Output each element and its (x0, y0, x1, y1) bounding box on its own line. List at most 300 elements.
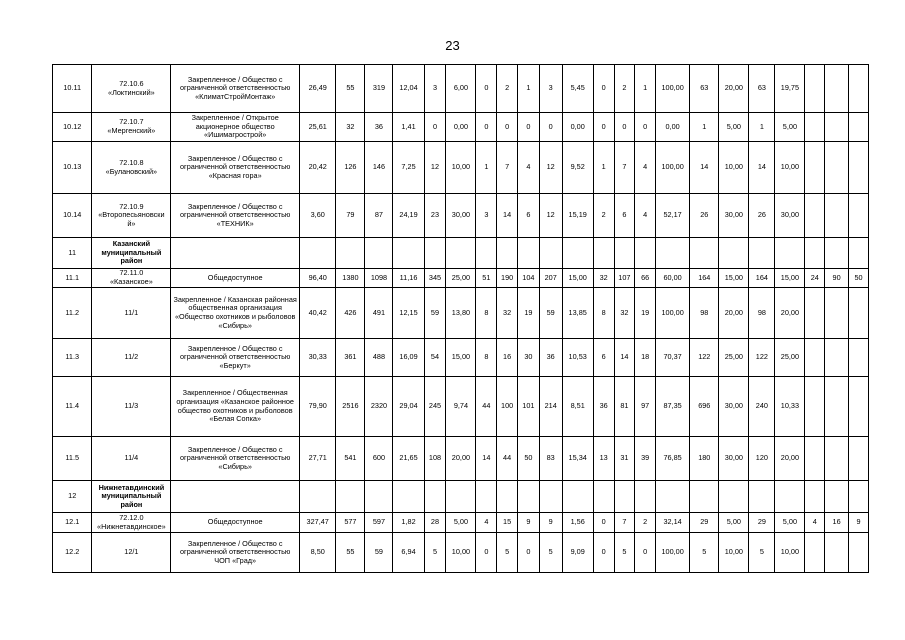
table-row (53, 65, 869, 113)
table-cell: 25,00 (446, 269, 476, 288)
table-cell: Закрепленное / Общественная организация «Казанское районное общество охотников и рыболовов «Белая Сопка» (171, 377, 300, 437)
table-cell: 12 (539, 142, 562, 194)
table-cell (393, 238, 424, 269)
table-cell: 50 (517, 437, 539, 481)
table-cell (336, 481, 365, 513)
table-cell: 327,47 (300, 513, 336, 533)
table-cell (849, 238, 869, 269)
table-cell: 9,09 (562, 533, 593, 573)
table-cell: 214 (539, 377, 562, 437)
table-cell: 14 (690, 142, 719, 194)
table-cell: 15 (497, 513, 518, 533)
table-cell (805, 65, 825, 113)
table-cell: 2 (635, 513, 656, 533)
table-cell (849, 437, 869, 481)
table-cell: 72.10.6 «Локтинский» (92, 65, 171, 113)
table-cell: 15,34 (562, 437, 593, 481)
table-cell: 11.4 (53, 377, 92, 437)
table-cell: 30,00 (775, 194, 805, 238)
table-cell: 2 (593, 194, 614, 238)
table-cell (593, 481, 614, 513)
table-cell (849, 288, 869, 339)
table-cell (719, 481, 749, 513)
table-cell: 30,33 (300, 339, 336, 377)
table-cell: 44 (476, 377, 497, 437)
table-cell: 696 (690, 377, 719, 437)
table-cell (539, 481, 562, 513)
table-cell (446, 481, 476, 513)
table-cell: Закрепленное / Казанская районная общественная организация «Общество охотников и рыболовов «Сибирь» (171, 288, 300, 339)
table-cell (424, 481, 446, 513)
table-cell: 597 (365, 513, 393, 533)
table-cell: 10.14 (53, 194, 92, 238)
table-cell: 1,56 (562, 513, 593, 533)
table-cell: 23 (424, 194, 446, 238)
table-cell: 60,00 (656, 269, 690, 288)
table-row (53, 269, 869, 288)
table-cell: 541 (336, 437, 365, 481)
table-cell: 11,16 (393, 269, 424, 288)
table-cell: 24,19 (393, 194, 424, 238)
table-row (53, 142, 869, 194)
table-cell (849, 142, 869, 194)
table-cell (336, 238, 365, 269)
table-cell: 16,09 (393, 339, 424, 377)
table-cell: 426 (336, 288, 365, 339)
table-cell: 345 (424, 269, 446, 288)
table-cell: 32 (593, 269, 614, 288)
table-cell: 5,00 (775, 113, 805, 142)
table-cell (614, 238, 635, 269)
table-cell: 30 (517, 339, 539, 377)
table-cell: 30,00 (446, 194, 476, 238)
table-cell: 66 (635, 269, 656, 288)
table-cell: 1,82 (393, 513, 424, 533)
table-cell: 10,00 (719, 533, 749, 573)
table-cell: 63 (690, 65, 719, 113)
table-cell: 98 (749, 288, 775, 339)
table-cell: Общедоступное (171, 513, 300, 533)
table-cell: 13,85 (562, 288, 593, 339)
table-cell: 9,52 (562, 142, 593, 194)
table-cell: 11/4 (92, 437, 171, 481)
table-cell (775, 238, 805, 269)
table-cell: 20,00 (775, 288, 805, 339)
district-header-row (53, 481, 869, 513)
table-cell (690, 481, 719, 513)
table-cell: 9 (517, 513, 539, 533)
table-cell: 6,94 (393, 533, 424, 573)
table-cell (825, 533, 849, 573)
table-cell: 6 (614, 194, 635, 238)
table-cell: 0 (517, 113, 539, 142)
table-cell (171, 481, 300, 513)
table-cell: 488 (365, 339, 393, 377)
table-cell: 31 (614, 437, 635, 481)
table-cell: 10,00 (775, 142, 805, 194)
table-cell: 11/2 (92, 339, 171, 377)
table-cell: 10,00 (775, 533, 805, 573)
table-cell: 72.10.9 «Второпесьяновски й» (92, 194, 171, 238)
table-cell: 24 (805, 269, 825, 288)
table-cell (749, 238, 775, 269)
table-cell: 25,00 (775, 339, 805, 377)
table-cell: 10,00 (446, 142, 476, 194)
table-cell: 11/3 (92, 377, 171, 437)
table-cell: 11/1 (92, 288, 171, 339)
table-cell (805, 533, 825, 573)
table-cell: Нижнетавдинский муниципальный район (92, 481, 171, 513)
table-cell: 3 (539, 65, 562, 113)
table-cell: 108 (424, 437, 446, 481)
table-cell: 10,00 (719, 142, 749, 194)
table-cell: 25,61 (300, 113, 336, 142)
table-cell: 12,04 (393, 65, 424, 113)
table-cell: 164 (749, 269, 775, 288)
table-cell: 25,00 (719, 339, 749, 377)
table-cell: 12,15 (393, 288, 424, 339)
data-table (52, 64, 869, 573)
table-cell (805, 339, 825, 377)
table-cell: 27,71 (300, 437, 336, 481)
table-cell: 36 (365, 113, 393, 142)
table-cell (365, 238, 393, 269)
table-cell: 79 (336, 194, 365, 238)
table-cell (614, 481, 635, 513)
table-cell: 59 (539, 288, 562, 339)
table-cell: Закрепленное / Общество с ограниченной ответственностью «КлиматСтройМонтаж» (171, 65, 300, 113)
table-cell: 4 (517, 142, 539, 194)
table-cell: 12 (424, 142, 446, 194)
table-cell (300, 238, 336, 269)
page-number: 23 (445, 38, 460, 53)
table-cell: 52,17 (656, 194, 690, 238)
table-cell: 11.5 (53, 437, 92, 481)
table-cell: 122 (690, 339, 719, 377)
table-cell: 36 (539, 339, 562, 377)
table-cell: 20,00 (719, 65, 749, 113)
table-cell (690, 238, 719, 269)
table-cell: 107 (614, 269, 635, 288)
table-cell: 18 (635, 339, 656, 377)
table-cell: 16 (497, 339, 518, 377)
table-cell: 207 (539, 269, 562, 288)
table-cell: 6 (593, 339, 614, 377)
table-cell (825, 288, 849, 339)
table-cell: 63 (749, 65, 775, 113)
table-cell: 1 (476, 142, 497, 194)
table-cell: 180 (690, 437, 719, 481)
table-cell (424, 238, 446, 269)
table-cell: 55 (336, 65, 365, 113)
table-cell: 2320 (365, 377, 393, 437)
table-body (53, 65, 869, 573)
table-cell: 29,04 (393, 377, 424, 437)
table-cell (849, 65, 869, 113)
table-cell (562, 481, 593, 513)
table-cell: 36 (593, 377, 614, 437)
table-cell: 5 (614, 533, 635, 573)
table-cell (656, 238, 690, 269)
table-cell: 10.12 (53, 113, 92, 142)
table-cell: 29 (749, 513, 775, 533)
table-cell: Закрепленное / Общество с ограниченной ответственностью «ТЕХНИК» (171, 194, 300, 238)
table-cell: 30,00 (719, 194, 749, 238)
table-cell (825, 65, 849, 113)
table-cell (805, 194, 825, 238)
table-cell: 8 (476, 288, 497, 339)
table-cell: 20,00 (719, 288, 749, 339)
table-cell: 3,60 (300, 194, 336, 238)
table-cell (849, 113, 869, 142)
table-cell (825, 113, 849, 142)
table-cell (446, 238, 476, 269)
table-cell: 1098 (365, 269, 393, 288)
table-cell (656, 481, 690, 513)
table-cell (849, 339, 869, 377)
table-cell: 5 (497, 533, 518, 573)
table-cell: 76,85 (656, 437, 690, 481)
table-cell: 1 (593, 142, 614, 194)
table-cell: 39 (635, 437, 656, 481)
table-cell: 0 (614, 113, 635, 142)
table-cell (805, 481, 825, 513)
table-cell: Закрепленное / Открытое акционерное общество «Ишимагрострой» (171, 113, 300, 142)
table-cell (775, 481, 805, 513)
table-cell (825, 194, 849, 238)
table-cell: 5,00 (719, 513, 749, 533)
table-cell: 1 (690, 113, 719, 142)
table-cell (497, 238, 518, 269)
table-cell: 20,42 (300, 142, 336, 194)
table-cell: 28 (424, 513, 446, 533)
table-cell: 120 (749, 437, 775, 481)
table-cell: 14 (749, 142, 775, 194)
table-cell: 12 (53, 481, 92, 513)
table-cell (300, 481, 336, 513)
table-cell (825, 377, 849, 437)
table-cell: 14 (497, 194, 518, 238)
table-cell (849, 194, 869, 238)
table-cell (825, 238, 849, 269)
table-cell: 15,00 (446, 339, 476, 377)
table-cell: 0 (593, 533, 614, 573)
table-cell: 59 (424, 288, 446, 339)
table-cell (635, 238, 656, 269)
table-cell: 10,00 (446, 533, 476, 573)
table-cell: 6,00 (446, 65, 476, 113)
table-cell: 104 (517, 269, 539, 288)
table-cell: 0 (476, 533, 497, 573)
table-cell: 0 (635, 533, 656, 573)
table-cell: 12.2 (53, 533, 92, 573)
table-cell: 164 (690, 269, 719, 288)
table-cell: 44 (497, 437, 518, 481)
table-cell (719, 238, 749, 269)
table-cell (517, 481, 539, 513)
table-cell: 9 (539, 513, 562, 533)
table-cell: 126 (336, 142, 365, 194)
table-cell: 12/1 (92, 533, 171, 573)
table-cell: Закрепленное / Общество с ограниченной ответственностью «Сибирь» (171, 437, 300, 481)
table-cell: 6 (517, 194, 539, 238)
table-cell: 79,90 (300, 377, 336, 437)
table-cell (393, 481, 424, 513)
table-cell: 8 (593, 288, 614, 339)
table-cell: 100 (497, 377, 518, 437)
table-cell (749, 481, 775, 513)
table-cell: 19 (517, 288, 539, 339)
table-cell: 491 (365, 288, 393, 339)
table-cell: 7 (497, 142, 518, 194)
table-cell: 14 (476, 437, 497, 481)
table-cell: 5 (539, 533, 562, 573)
table-cell: 50 (849, 269, 869, 288)
table-cell: 5 (749, 533, 775, 573)
table-cell: 12.1 (53, 513, 92, 533)
table-cell: 90 (825, 269, 849, 288)
table-cell: 30,00 (719, 377, 749, 437)
table-cell: 9,74 (446, 377, 476, 437)
table-cell: 122 (749, 339, 775, 377)
table-cell (825, 437, 849, 481)
table-cell: 0 (539, 113, 562, 142)
table-cell: 5 (690, 533, 719, 573)
table-cell: 83 (539, 437, 562, 481)
table-cell: 1 (635, 65, 656, 113)
table-cell: 0 (593, 513, 614, 533)
table-cell: 40,42 (300, 288, 336, 339)
table-cell: 11.3 (53, 339, 92, 377)
table-cell: 361 (336, 339, 365, 377)
table-cell (476, 238, 497, 269)
table-cell: 16 (825, 513, 849, 533)
table-cell: 1 (749, 113, 775, 142)
table-cell: 13 (593, 437, 614, 481)
table-cell: 26 (749, 194, 775, 238)
table-cell: 10,53 (562, 339, 593, 377)
table-cell: 7 (614, 513, 635, 533)
table-cell: 4 (476, 513, 497, 533)
table-cell: Общедоступное (171, 269, 300, 288)
table-cell (805, 377, 825, 437)
table-cell: 8,51 (562, 377, 593, 437)
table-cell: 10,33 (775, 377, 805, 437)
table-cell: 4 (635, 142, 656, 194)
table-cell: 7 (614, 142, 635, 194)
table-cell: 10.13 (53, 142, 92, 194)
table-cell: 146 (365, 142, 393, 194)
table-cell: 0 (476, 65, 497, 113)
table-cell: 0 (635, 113, 656, 142)
table-cell (849, 533, 869, 573)
table-cell: 9 (849, 513, 869, 533)
table-cell: 319 (365, 65, 393, 113)
table-cell: 100,00 (656, 65, 690, 113)
table-cell: Закрепленное / Общество с ограниченной ответственностью ЧОП «Град» (171, 533, 300, 573)
table-cell: 245 (424, 377, 446, 437)
table-cell: 5,45 (562, 65, 593, 113)
table-row (53, 339, 869, 377)
table-cell (849, 481, 869, 513)
table-cell (849, 377, 869, 437)
table-cell: 2 (614, 65, 635, 113)
table-cell: 32 (336, 113, 365, 142)
table-cell: 0 (593, 113, 614, 142)
table-cell: 5,00 (775, 513, 805, 533)
table-cell: 600 (365, 437, 393, 481)
table-cell (825, 481, 849, 513)
table-cell (805, 113, 825, 142)
table-cell: 0 (476, 113, 497, 142)
table-cell: 100,00 (656, 533, 690, 573)
table-cell: 87,35 (656, 377, 690, 437)
table-cell: 3 (476, 194, 497, 238)
table-cell: 98 (690, 288, 719, 339)
table-cell: 51 (476, 269, 497, 288)
table-cell: 14 (614, 339, 635, 377)
table-cell: 0 (497, 113, 518, 142)
table-cell: 8,50 (300, 533, 336, 573)
table-cell: 72.11.0 «Казанское» (92, 269, 171, 288)
table-cell: 0 (593, 65, 614, 113)
table-cell: 5,00 (719, 113, 749, 142)
table-cell: 54 (424, 339, 446, 377)
table-cell (805, 142, 825, 194)
table-cell: 26 (690, 194, 719, 238)
table-cell: 32,14 (656, 513, 690, 533)
table-cell: 0,00 (446, 113, 476, 142)
table-cell: 15,19 (562, 194, 593, 238)
table-cell (171, 238, 300, 269)
table-row (53, 288, 869, 339)
table-cell: 8 (476, 339, 497, 377)
table-cell: 1 (517, 65, 539, 113)
table-cell (593, 238, 614, 269)
table-cell: 190 (497, 269, 518, 288)
district-header-row (53, 238, 869, 269)
table-cell: 12 (539, 194, 562, 238)
table-cell: 20,00 (775, 437, 805, 481)
table-row (53, 377, 869, 437)
table-cell: 97 (635, 377, 656, 437)
table-cell (476, 481, 497, 513)
table-cell: 240 (749, 377, 775, 437)
table-cell: 10.11 (53, 65, 92, 113)
table-cell: 19,75 (775, 65, 805, 113)
table-cell: 1380 (336, 269, 365, 288)
table-cell: 20,00 (446, 437, 476, 481)
table-cell: 4 (805, 513, 825, 533)
table-cell: 15,00 (775, 269, 805, 288)
table-cell: 577 (336, 513, 365, 533)
table-cell: 1,41 (393, 113, 424, 142)
table-cell: 100,00 (656, 142, 690, 194)
table-cell (497, 481, 518, 513)
table-cell: 32 (497, 288, 518, 339)
table-cell (805, 238, 825, 269)
table-cell: 72.12.0 «Нижнетавдинское» (92, 513, 171, 533)
table-cell: 3 (424, 65, 446, 113)
table-cell: Казанский муниципальный район (92, 238, 171, 269)
table-cell: 2516 (336, 377, 365, 437)
table-cell (825, 339, 849, 377)
table-cell (805, 288, 825, 339)
table-cell: 11.2 (53, 288, 92, 339)
table-cell: 4 (635, 194, 656, 238)
table-cell: 96,40 (300, 269, 336, 288)
table-cell: 70,37 (656, 339, 690, 377)
